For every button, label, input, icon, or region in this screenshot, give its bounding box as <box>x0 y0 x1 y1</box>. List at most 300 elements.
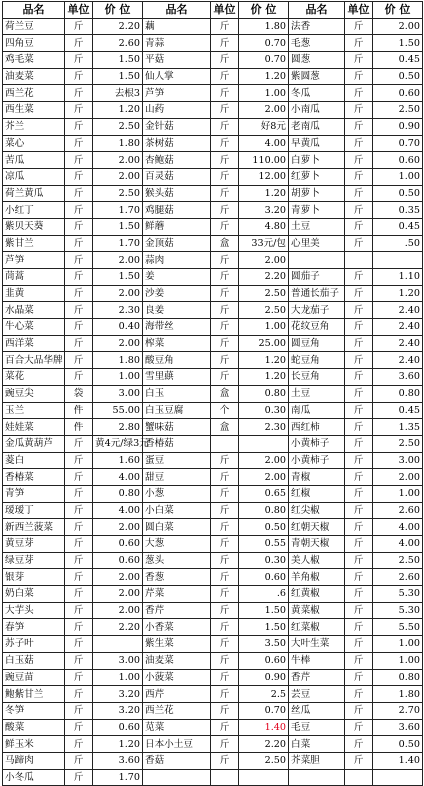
item-unit: 斤 <box>345 586 373 603</box>
item-price: 3.00 <box>373 452 423 469</box>
table-row <box>3 485 423 502</box>
item-name: 白萝卜 <box>289 152 345 169</box>
item-unit: 斤 <box>65 285 93 302</box>
item-name: 藕 <box>143 18 211 35</box>
item-name: 油麦菜 <box>143 652 211 669</box>
item-name: 香椿菇 <box>143 435 211 452</box>
item-unit: 斤 <box>211 352 239 369</box>
item-unit: 斤 <box>211 269 239 286</box>
item-price: 0.65 <box>239 485 289 502</box>
item-name: 牛棒 <box>289 652 345 669</box>
item-name: 圆葱 <box>289 52 345 69</box>
item-unit: 斤 <box>211 35 239 52</box>
item-name: 四角豆 <box>3 35 65 52</box>
item-unit: 斤 <box>211 218 239 235</box>
item-unit: 斤 <box>211 586 239 603</box>
item-name: 良姜 <box>143 302 211 319</box>
item-name: 紫生菜 <box>143 636 211 653</box>
item-name: 荷兰黄瓜 <box>3 185 65 202</box>
item-price: 2.00 <box>93 335 143 352</box>
item-unit: 斤 <box>211 302 239 319</box>
item-price: 2.00 <box>93 586 143 603</box>
item-price: 1.00 <box>373 636 423 653</box>
item-name: 蟹味菇 <box>143 419 211 436</box>
item-name: 圆茄子 <box>289 269 345 286</box>
header-unit: 单位 <box>65 2 93 19</box>
item-price: 1.00 <box>239 85 289 102</box>
item-price: 2.00 <box>93 569 143 586</box>
item-name: 豌豆尖 <box>3 385 65 402</box>
item-price <box>373 769 423 786</box>
item-price: 5.30 <box>373 602 423 619</box>
table-row <box>3 702 423 719</box>
item-unit: 斤 <box>211 452 239 469</box>
item-unit: 斤 <box>345 435 373 452</box>
item-unit: 斤 <box>345 218 373 235</box>
item-price: 2.50 <box>373 552 423 569</box>
item-price: 0.80 <box>239 502 289 519</box>
item-price: 1.00 <box>239 319 289 336</box>
item-unit: 斤 <box>345 135 373 152</box>
item-name: 小红丁 <box>3 202 65 219</box>
item-unit: 盒 <box>211 235 239 252</box>
table-row <box>3 352 423 369</box>
item-price: 55.00 <box>93 402 143 419</box>
item-name: 青朝天椒 <box>289 536 345 553</box>
item-price: 1.50 <box>239 619 289 636</box>
item-price: 4.00 <box>93 502 143 519</box>
item-price: 2.20 <box>93 619 143 636</box>
item-price: 2.50 <box>93 118 143 135</box>
item-unit: 斤 <box>345 419 373 436</box>
item-price: 0.80 <box>239 385 289 402</box>
item-price: 2.00 <box>93 168 143 185</box>
item-unit: 斤 <box>65 586 93 603</box>
item-price: 0.30 <box>239 402 289 419</box>
item-price: 好8元 <box>239 118 289 135</box>
item-unit: 斤 <box>65 552 93 569</box>
item-name: 绿豆芽 <box>3 552 65 569</box>
item-name: 圆豆角 <box>289 335 345 352</box>
item-unit: 件 <box>65 402 93 419</box>
item-price: 2.40 <box>373 335 423 352</box>
item-price: 1.80 <box>93 135 143 152</box>
item-name: 瑷瑷丁 <box>3 502 65 519</box>
item-name: 青蒜 <box>143 35 211 52</box>
item-name: 西生菜 <box>3 102 65 119</box>
item-unit: 斤 <box>345 702 373 719</box>
table-row <box>3 636 423 653</box>
item-unit: 斤 <box>211 719 239 736</box>
item-unit: 斤 <box>65 135 93 152</box>
item-name: 蒜肉 <box>143 252 211 269</box>
item-price: 5.50 <box>373 619 423 636</box>
item-unit: 斤 <box>211 68 239 85</box>
item-price: 1.00 <box>373 485 423 502</box>
item-price: 1.00 <box>373 652 423 669</box>
item-name: 香芹 <box>143 602 211 619</box>
item-unit: 个 <box>211 402 239 419</box>
table-row <box>3 202 423 219</box>
item-price: 0.80 <box>373 385 423 402</box>
item-unit: 斤 <box>345 85 373 102</box>
item-unit: 斤 <box>65 18 93 35</box>
item-name: 姜 <box>143 269 211 286</box>
item-name: 胡萝卜 <box>289 185 345 202</box>
item-price: 3.60 <box>373 719 423 736</box>
item-price: 1.80 <box>373 686 423 703</box>
item-name: 小南瓜 <box>289 102 345 119</box>
item-name: 香芹 <box>289 669 345 686</box>
item-price: 2.00 <box>373 18 423 35</box>
item-name: 奶白菜 <box>3 586 65 603</box>
table-row <box>3 736 423 753</box>
item-name: 金瓜黄葫芦 <box>3 435 65 452</box>
item-name: 西洋菜 <box>3 335 65 352</box>
item-unit: 斤 <box>211 485 239 502</box>
item-name: 鸡腿菇 <box>143 202 211 219</box>
item-name: 白菜 <box>289 736 345 753</box>
item-name: 小菠菜 <box>143 669 211 686</box>
item-price: 1.50 <box>93 218 143 235</box>
item-price: 1.20 <box>239 369 289 386</box>
item-name: 芦笋 <box>143 85 211 102</box>
item-name: 苦瓜 <box>3 152 65 169</box>
item-unit: 斤 <box>211 569 239 586</box>
item-price: 0.60 <box>373 85 423 102</box>
item-name: 平菇 <box>143 52 211 69</box>
item-name: 南瓜 <box>289 402 345 419</box>
item-unit: 斤 <box>211 536 239 553</box>
item-name: 百灵菇 <box>143 168 211 185</box>
item-name: 青萝卜 <box>289 202 345 219</box>
item-price: 1.35 <box>373 419 423 436</box>
item-price: 1.10 <box>373 269 423 286</box>
item-price: 33元/包 <box>239 235 289 252</box>
item-unit <box>345 252 373 269</box>
item-price: 1.20 <box>239 352 289 369</box>
table-row <box>3 319 423 336</box>
item-name <box>143 769 211 786</box>
item-unit: 斤 <box>65 736 93 753</box>
item-unit: 斤 <box>65 302 93 319</box>
table-row <box>3 552 423 569</box>
item-unit: 袋 <box>65 385 93 402</box>
item-price: 2.00 <box>93 602 143 619</box>
item-price: 1.00 <box>93 369 143 386</box>
item-unit: 斤 <box>65 686 93 703</box>
item-unit: 斤 <box>345 168 373 185</box>
item-unit: 斤 <box>345 352 373 369</box>
item-price: 1.80 <box>239 18 289 35</box>
table-row <box>3 769 423 786</box>
item-unit: 斤 <box>211 185 239 202</box>
item-price: 1.00 <box>93 669 143 686</box>
table-row <box>3 652 423 669</box>
item-unit: 斤 <box>211 168 239 185</box>
item-price: 5.30 <box>373 586 423 603</box>
item-name: 香菇 <box>143 752 211 769</box>
item-price: 去根3 <box>93 85 143 102</box>
item-name: 羊角椒 <box>289 569 345 586</box>
table-row <box>3 602 423 619</box>
item-price: 黄4元/绿3元 <box>93 435 143 452</box>
item-price: 0.50 <box>239 519 289 536</box>
item-price: 1.20 <box>239 185 289 202</box>
item-name: 土豆 <box>289 218 345 235</box>
item-unit: 斤 <box>345 752 373 769</box>
item-unit: 斤 <box>65 168 93 185</box>
table-row <box>3 269 423 286</box>
item-price: 2.70 <box>373 702 423 719</box>
item-unit: 斤 <box>211 702 239 719</box>
item-price: 4.80 <box>239 218 289 235</box>
item-name: 豌豆苗 <box>3 669 65 686</box>
item-price: 1.50 <box>93 269 143 286</box>
item-price: 3.50 <box>239 636 289 653</box>
item-unit: 斤 <box>345 18 373 35</box>
item-unit: 盒 <box>211 419 239 436</box>
item-unit: 斤 <box>65 335 93 352</box>
item-name: 茼蒿 <box>3 269 65 286</box>
item-price: 0.70 <box>239 52 289 69</box>
table-row <box>3 536 423 553</box>
header-name: 品名 <box>3 2 65 19</box>
item-unit: 斤 <box>211 502 239 519</box>
item-name: 芥菜胆 <box>289 752 345 769</box>
item-price: 1.00 <box>373 168 423 185</box>
item-price: 0.60 <box>93 536 143 553</box>
item-name: 鲜玉米 <box>3 736 65 753</box>
item-price: 0.60 <box>93 552 143 569</box>
item-unit: 斤 <box>345 669 373 686</box>
item-unit: 斤 <box>65 35 93 52</box>
item-unit: 斤 <box>211 285 239 302</box>
table-row <box>3 335 423 352</box>
item-name: 小冬瓜 <box>3 769 65 786</box>
item-unit: 斤 <box>211 652 239 669</box>
item-unit: 斤 <box>65 252 93 269</box>
item-unit: 斤 <box>211 85 239 102</box>
item-unit: 斤 <box>65 85 93 102</box>
item-unit: 斤 <box>345 52 373 69</box>
item-price: 2.80 <box>93 419 143 436</box>
item-name: 西芹 <box>143 686 211 703</box>
item-unit: 斤 <box>345 302 373 319</box>
item-name: 美人椒 <box>289 552 345 569</box>
price-rows <box>3 18 423 786</box>
header-unit: 单位 <box>345 2 373 19</box>
item-price: 0.60 <box>373 152 423 169</box>
item-price: 0.70 <box>373 135 423 152</box>
item-unit: 斤 <box>345 719 373 736</box>
item-price: 1.70 <box>93 235 143 252</box>
table-row <box>3 218 423 235</box>
table-row <box>3 68 423 85</box>
item-price: 3.20 <box>93 686 143 703</box>
item-name: 菜心 <box>3 135 65 152</box>
item-unit: 斤 <box>65 319 93 336</box>
table-row <box>3 52 423 69</box>
item-name: 冬笋 <box>3 702 65 719</box>
item-price: 1.60 <box>93 452 143 469</box>
item-price: 0.50 <box>373 68 423 85</box>
item-unit: 斤 <box>211 369 239 386</box>
item-name <box>289 252 345 269</box>
table-row <box>3 686 423 703</box>
item-name: 红菜椒 <box>289 619 345 636</box>
item-price: 0.45 <box>373 52 423 69</box>
item-price: 4.00 <box>239 135 289 152</box>
item-name: 红朝天椒 <box>289 519 345 536</box>
item-unit: 斤 <box>345 569 373 586</box>
item-unit: 斤 <box>345 269 373 286</box>
item-unit: 斤 <box>211 669 239 686</box>
item-name: 金针菇 <box>143 118 211 135</box>
item-name: 西红柿 <box>289 419 345 436</box>
item-unit: 斤 <box>345 536 373 553</box>
item-name: 圆白菜 <box>143 519 211 536</box>
table-row <box>3 619 423 636</box>
item-price: 2.50 <box>373 102 423 119</box>
table-row <box>3 168 423 185</box>
item-price: 0.60 <box>93 719 143 736</box>
item-unit: 斤 <box>65 102 93 119</box>
item-price: 3.60 <box>93 752 143 769</box>
item-unit: 斤 <box>65 152 93 169</box>
item-unit: 斤 <box>65 619 93 636</box>
item-unit: 斤 <box>65 269 93 286</box>
item-price: 0.55 <box>239 536 289 553</box>
table-row <box>3 252 423 269</box>
item-name: 小白菜 <box>143 502 211 519</box>
item-price: .6 <box>239 586 289 603</box>
item-price: 1.70 <box>93 202 143 219</box>
item-price <box>93 636 143 653</box>
item-unit: 斤 <box>345 502 373 519</box>
table-row <box>3 435 423 452</box>
item-price: 0.45 <box>373 402 423 419</box>
item-price: 2.00 <box>93 285 143 302</box>
item-unit: 斤 <box>211 736 239 753</box>
item-unit: 斤 <box>345 235 373 252</box>
item-price: 0.45 <box>373 218 423 235</box>
table-row <box>3 185 423 202</box>
item-name: 杏鲍菇 <box>143 152 211 169</box>
header-price: 价 位 <box>93 2 143 19</box>
table-row <box>3 519 423 536</box>
item-price: 3.00 <box>93 652 143 669</box>
item-price: 12.00 <box>239 168 289 185</box>
item-name: 法香 <box>289 18 345 35</box>
item-name: 小黄柿子 <box>289 435 345 452</box>
item-name: 小香菜 <box>143 619 211 636</box>
item-price: 2.00 <box>93 519 143 536</box>
table-row <box>3 152 423 169</box>
item-unit: 斤 <box>211 319 239 336</box>
item-unit: 斤 <box>211 102 239 119</box>
item-name: 茶树菇 <box>143 135 211 152</box>
table-row <box>3 669 423 686</box>
item-name: 土豆 <box>289 385 345 402</box>
item-unit: 斤 <box>65 369 93 386</box>
item-name: 山药 <box>143 102 211 119</box>
item-name <box>289 769 345 786</box>
item-price: 1.20 <box>93 736 143 753</box>
item-price: 2.00 <box>93 152 143 169</box>
item-name: 丝瓜 <box>289 702 345 719</box>
item-name: 葱头 <box>143 552 211 569</box>
item-unit: 斤 <box>211 18 239 35</box>
item-price <box>239 435 289 452</box>
item-name: 猴头菇 <box>143 185 211 202</box>
item-price: 2.20 <box>93 18 143 35</box>
table-row <box>3 135 423 152</box>
item-price: 4.00 <box>93 469 143 486</box>
item-price: 2.50 <box>239 285 289 302</box>
table-row <box>3 402 423 419</box>
item-unit: 斤 <box>65 68 93 85</box>
item-name: 芦笋 <box>3 252 65 269</box>
item-price: 4.00 <box>373 536 423 553</box>
item-unit: 斤 <box>211 135 239 152</box>
item-price: 2.30 <box>93 302 143 319</box>
item-name: 马蹄肉 <box>3 752 65 769</box>
header-row <box>3 2 423 19</box>
item-unit: 斤 <box>65 52 93 69</box>
header-name: 品名 <box>289 2 345 19</box>
item-name: 苋菜 <box>143 719 211 736</box>
table-row <box>3 469 423 486</box>
table-row <box>3 369 423 386</box>
item-unit: 斤 <box>345 202 373 219</box>
item-unit: 斤 <box>211 619 239 636</box>
item-name: 甜豆 <box>143 469 211 486</box>
item-name: 西兰花 <box>3 85 65 102</box>
item-name: 韭黄 <box>3 285 65 302</box>
item-price: 0.50 <box>373 736 423 753</box>
item-unit: 斤 <box>65 485 93 502</box>
item-unit: 斤 <box>211 118 239 135</box>
item-price: 2.00 <box>239 102 289 119</box>
item-unit: 斤 <box>211 602 239 619</box>
item-name: 油麦菜 <box>3 68 65 85</box>
item-unit: 斤 <box>211 152 239 169</box>
item-unit: 斤 <box>345 602 373 619</box>
item-unit: 斤 <box>345 452 373 469</box>
item-price: 4.00 <box>373 519 423 536</box>
item-name: 大叶生菜 <box>289 636 345 653</box>
item-unit: 斤 <box>345 102 373 119</box>
item-name: 毛葱 <box>289 35 345 52</box>
item-price: 1.20 <box>239 68 289 85</box>
item-price: 3.00 <box>93 385 143 402</box>
item-price: 0.70 <box>239 35 289 52</box>
item-name: 早黄瓜 <box>289 135 345 152</box>
item-price: 2.30 <box>239 419 289 436</box>
item-name: 大龙茄子 <box>289 302 345 319</box>
item-unit: 斤 <box>65 752 93 769</box>
item-price: 1.40 <box>373 752 423 769</box>
item-unit: 斤 <box>345 469 373 486</box>
item-unit: 斤 <box>65 769 93 786</box>
item-name: 春笋 <box>3 619 65 636</box>
item-unit: 斤 <box>65 202 93 219</box>
item-name: 仙人掌 <box>143 68 211 85</box>
table-row <box>3 285 423 302</box>
item-price: 2.40 <box>373 302 423 319</box>
item-name: 老南瓜 <box>289 118 345 135</box>
